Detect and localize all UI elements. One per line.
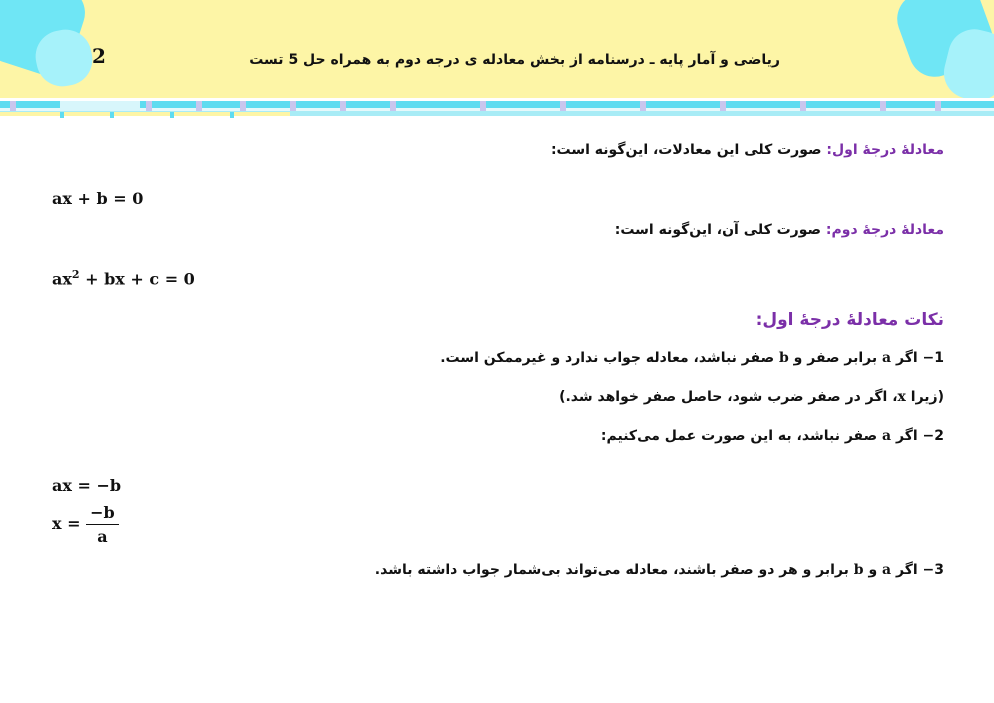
item-text: اگر [895, 350, 918, 366]
variable-a: a [882, 562, 892, 578]
section-second-degree-intro [615, 222, 944, 238]
formula-term: ax [52, 269, 72, 289]
item-text: برابر صفر و [793, 350, 878, 366]
page-number: 2 [92, 44, 106, 68]
variable-a: a [882, 428, 892, 444]
decorative-stripe-bar [0, 98, 994, 122]
notes-heading: نکات معادلهٔ درجهٔ اول: [755, 310, 944, 330]
fraction [86, 503, 119, 546]
formula-rest: + bx + c = 0 [79, 269, 195, 289]
fraction-numerator: −b [86, 503, 119, 525]
item-text: (زیرا [910, 389, 944, 405]
section-first-degree-intro [551, 142, 944, 158]
item-text: برابر و هر دو صفر باشند، معادله می‌تواند بی‌شمار جواب داشته باشد. [374, 562, 849, 578]
note-item-1 [440, 350, 944, 366]
fraction-denominator: a [97, 527, 108, 546]
formula-lhs: x = [52, 514, 81, 533]
section-heading: معادلهٔ درجهٔ دوم: [825, 222, 944, 238]
page-header [0, 0, 994, 122]
variable-b: b [778, 350, 789, 366]
note-item-1-explanation [559, 389, 944, 405]
variable-b: b [853, 562, 864, 578]
formula-first-degree: ax + b = 0 [52, 189, 144, 208]
item-number: 2− [922, 428, 944, 444]
section-heading: معادلهٔ درجهٔ اول: [826, 142, 944, 158]
section-text: صورت کلی آن، این‌گونه است: [614, 222, 822, 238]
page-title: ریاضی و آمار پایه ـ درسنامه از بخش معادله ی درجه دوم به همراه حل 5 تست [249, 52, 780, 68]
formula-exponent: 2 [71, 268, 80, 281]
section-text: صورت کلی این معادلات، این‌گونه است: [550, 142, 822, 158]
variable-a: a [882, 350, 892, 366]
formula-ax-equals-minus-b: ax = −b [52, 476, 122, 495]
item-text: اگر [895, 428, 918, 444]
formula-second-degree [52, 268, 195, 288]
note-item-2 [601, 428, 944, 444]
item-number: 1− [922, 350, 944, 366]
item-text: اگر [895, 562, 918, 578]
variable-x: x [897, 389, 906, 405]
item-text: ، اگر در صفر ضرب شود، حاصل صفر خواهد شد.) [559, 389, 898, 405]
note-item-3 [375, 562, 944, 578]
item-text: صفر نباشد، به این صورت عمل می‌کنیم: [600, 428, 878, 444]
item-number: 3− [922, 562, 944, 578]
formula-x-fraction [52, 503, 119, 546]
item-text: و [868, 562, 878, 578]
item-text: صفر نباشد، معادله جواب ندارد و غیرممکن است. [440, 350, 775, 366]
